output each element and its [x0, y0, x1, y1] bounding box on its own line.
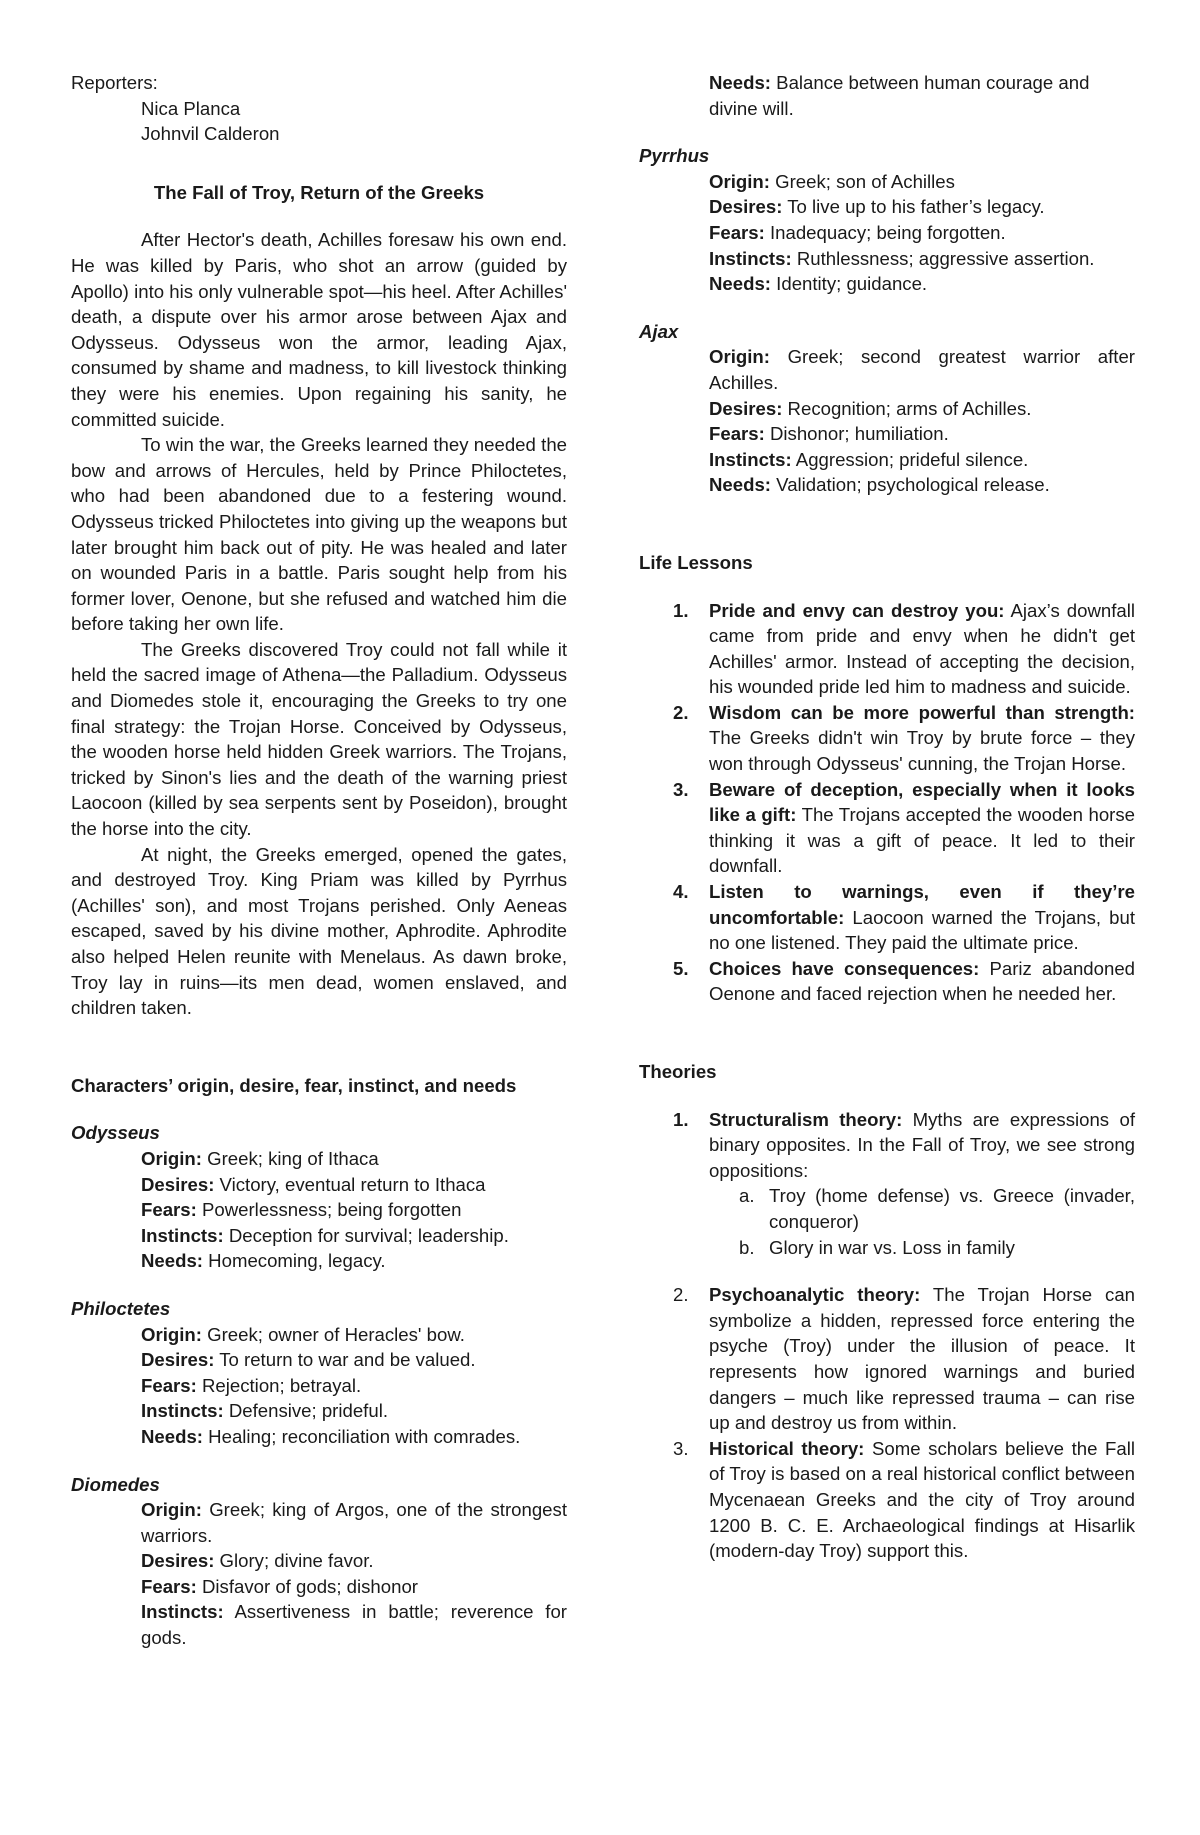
field-text: Greek; king of Ithaca [201, 1147, 379, 1169]
character-name: Diomedes [71, 1473, 160, 1495]
character-block [639, 319, 1135, 498]
theory-text: The Trojan Horse can symbolize a hidden, repressed force entering the psyche (Troy) under the illusion of peace. It represents how ignored warnings and buried dangers – much like repressed trauma – can rise up and destroy us from within. [709, 1284, 1136, 1434]
field-label: Instincts: [141, 1224, 224, 1246]
theories-heading: Theories [639, 1061, 717, 1082]
character-field [141, 1197, 567, 1223]
field-text: Inadequacy; being forgotten. [764, 221, 1006, 243]
field-text: To return to war and be valued. [214, 1349, 476, 1371]
character-field [709, 472, 1135, 498]
story-paragraph: To win the war, the Greeks learned they needed the bow and arrows of Hercules, held by Prince Philoctetes, who had been abandoned due to a festering wound. Odysseus tricked Philoctetes into giving up the weapons but later brought him back out of pity. He was healed and later on wounded Paris in a battle. Paris sought help from his former lover, Oenone, but she refused and watched him die before taking her own life. [71, 434, 567, 635]
character-field [709, 447, 1135, 473]
field-label: Origin: [141, 1147, 202, 1169]
field-label: Fears: [141, 1374, 197, 1396]
theory-title: Historical theory: [709, 1437, 865, 1459]
field-text: Disfavor of gods; dishonor [196, 1575, 418, 1597]
character-field [141, 1373, 567, 1399]
field-label: Fears: [141, 1575, 197, 1597]
character-field [709, 194, 1135, 220]
list-number: 2. [673, 701, 689, 723]
field-label: Desires: [709, 397, 783, 419]
lesson-title: Listen to warnings, even if they’re uncomfortable: [709, 881, 1135, 928]
theory-title: Structuralism theory: [709, 1108, 903, 1130]
lesson-title: Choices have consequences: [709, 957, 980, 979]
character-field [709, 421, 1135, 447]
field-text: Ruthlessness; aggressive assertion. [791, 247, 1095, 269]
field-text: Homecoming, legacy. [203, 1250, 386, 1272]
character-field [709, 396, 1135, 422]
field-text: Balance between human courage and divine will. [709, 72, 1090, 119]
field-text: Greek; owner of Heracles' bow. [201, 1323, 465, 1345]
character-field [141, 1347, 567, 1373]
reporters-label: Reporters: [71, 72, 158, 93]
field-text: Recognition; arms of Achilles. [782, 397, 1032, 419]
field-label: Desires: [141, 1349, 215, 1371]
field-text: Powerlessness; being forgotten [196, 1199, 462, 1221]
field-label: Origin: [709, 170, 770, 192]
lesson-text: Laocoon warned the Trojans, but no one listened. They paid the ultimate price. [709, 906, 1135, 954]
field-text: Assertiveness in battle; reverence for gods. [141, 1601, 567, 1649]
character-block [71, 1296, 567, 1450]
lesson-title: Pride and envy can destroy you: [709, 599, 1005, 621]
character-field [141, 1223, 567, 1249]
list-number: 1. [673, 1108, 689, 1130]
list-item [639, 1282, 1135, 1436]
field-text: Dishonor; humiliation. [764, 423, 949, 445]
list-number: 5. [673, 957, 689, 979]
character-name: Odysseus [71, 1122, 160, 1144]
field-label: Origin: [141, 1323, 202, 1345]
field-label: Instincts: [709, 448, 792, 470]
reporter-name: Nica Planca [141, 97, 241, 119]
field-label: Needs: [141, 1425, 204, 1447]
field-text: Healing; reconciliation with comrades. [203, 1425, 521, 1447]
list-number: 3. [673, 1437, 689, 1459]
left-column [71, 70, 567, 1651]
field-text: Validation; psychological release. [771, 474, 1050, 496]
life-lessons-heading: Life Lessons [639, 551, 753, 573]
field-label: Origin: [141, 1499, 202, 1521]
theory-title: Psychoanalytic theory: [709, 1284, 921, 1306]
character-name: Ajax [639, 320, 679, 342]
character-field [141, 1574, 567, 1600]
field-text: Defensive; prideful. [223, 1400, 388, 1422]
character-field [709, 70, 1135, 121]
lesson-text: The Greeks didn't win Troy by brute force – they won through Odysseus' cunning, the Trojan Horse. [709, 727, 1135, 775]
field-label: Needs: [141, 1250, 204, 1272]
field-label: Fears: [709, 423, 765, 445]
character-field [709, 271, 1135, 297]
sub-letter: b. [739, 1236, 755, 1258]
list-item [639, 598, 1135, 700]
list-item [639, 777, 1135, 879]
character-field [141, 1497, 567, 1548]
story-paragraph: At night, the Greeks emerged, opened the gates, and destroyed Troy. King Priam was killed by Pyrrhus (Achilles' son), and most Trojans perished. Only Aeneas escaped, saved by his divine mother, Aphrodite. Aphrodite also helped Helen reunite with Menelaus. As dawn broke, Troy lay in ruins—its men dead, women enslaved, and children taken. [71, 843, 567, 1019]
field-label: Instincts: [709, 247, 792, 269]
character-field [141, 1424, 567, 1450]
field-text: Greek; son of Achilles [769, 170, 955, 192]
field-label: Desires: [141, 1550, 215, 1572]
list-number: 3. [673, 778, 689, 800]
characters-heading: Characters’ origin, desire, fear, instinct, and needs [71, 1074, 517, 1096]
sub-letter: a. [739, 1185, 755, 1207]
sub-list [639, 1183, 1135, 1260]
lesson-text: Pariz abandoned Oenone and faced rejection when he needed her. [709, 957, 1135, 1005]
lesson-text: The Trojans accepted the wooden horse thinking it was a gift of peace. It led to their downfall. [709, 804, 1135, 877]
character-name: Pyrrhus [639, 145, 710, 167]
character-field [141, 1248, 567, 1274]
character-field [709, 344, 1135, 395]
document-title: The Fall of Troy, Return of the Greeks [153, 181, 485, 203]
character-block [639, 143, 1135, 297]
theory-text: Myths are expressions of binary opposites. In the Fall of Troy, we see strong oppositions: [709, 1108, 1135, 1181]
field-text: Identity; guidance. [771, 273, 928, 295]
list-number: 2. [673, 1284, 689, 1306]
character-name: Philoctetes [71, 1297, 171, 1319]
field-text: Aggression; prideful silence. [791, 448, 1029, 470]
field-text: To live up to his father’s legacy. [782, 196, 1045, 218]
field-label: Origin: [709, 346, 770, 368]
character-field [141, 1548, 567, 1574]
character-field [141, 1599, 567, 1650]
field-text: Greek; second greatest warrior after Achilles. [709, 346, 1135, 393]
theories-list-continued [639, 1282, 1135, 1564]
character-field [141, 1146, 567, 1172]
field-label: Fears: [709, 221, 765, 243]
sub-text: Glory in war vs. Loss in family [769, 1236, 1015, 1258]
field-label: Instincts: [141, 1400, 224, 1422]
field-text: Glory; divine favor. [214, 1550, 374, 1572]
field-label: Instincts: [141, 1601, 224, 1623]
story-paragraph: The Greeks discovered Troy could not fall while it held the sacred image of Athena—the Palladium. Odysseus and Diomedes stole it, encouraging the Greeks to try one final strategy: the Trojan Horse. Conceived by Odysseus, the wooden horse held hidden Greek warriors. The Trojans, tricked by Sinon's lies and the death of the warning priest Laocoon (killed by sea serpents sent by Poseidon), brought the horse into the city. [71, 638, 567, 840]
list-number: 1. [673, 599, 689, 621]
list-item [639, 879, 1135, 956]
reporter-name: Johnvil Calderon [141, 123, 280, 145]
theories-list [639, 1107, 1135, 1261]
lesson-text: Ajax’s downfall came from pride and envy when he didn't get Achilles' armor. Instead of accepting the decision, his wounded pride led him to madness and suicide. [709, 599, 1135, 698]
theory-text: Some scholars believe the Fall of Troy is based on a real historical conflict between Mycenaean Greeks and the city of Troy around 1200 B. C. E. Archaeological findings at Hisarlik (modern-day Troy) support this. [709, 1437, 1135, 1562]
field-label: Desires: [709, 196, 783, 218]
character-field [141, 1172, 567, 1198]
character-block [71, 1120, 567, 1274]
list-item [639, 1436, 1135, 1564]
field-label: Needs: [709, 72, 772, 93]
character-field [709, 169, 1135, 195]
field-text: Rejection; betrayal. [196, 1374, 362, 1396]
character-field [141, 1322, 567, 1348]
character-block [71, 1472, 567, 1651]
character-field [639, 246, 1135, 272]
field-label: Needs: [709, 273, 772, 295]
lesson-title: Wisdom can be more powerful than strength: [709, 701, 1135, 723]
sub-list-item [639, 1183, 1135, 1234]
list-item [639, 1107, 1135, 1261]
sub-text: Troy (home defense) vs. Greece (invader, conqueror) [769, 1185, 1135, 1232]
story-paragraph: After Hector's death, Achilles foresaw his own end. He was killed by Paris, who shot an arrow (guided by Apollo) into his only vulnerable spot—his heel. After Achilles' death, a dispute over his armor arose between Ajax and Odysseus. Odysseus won the armor, leading Ajax, consumed by shame and madness, to kill livestock thinking they were his enemies. Upon regaining his sanity, he committed suicide. [71, 229, 567, 430]
sub-list-item [639, 1235, 1135, 1261]
field-text: Victory, eventual return to Ithaca [214, 1173, 486, 1195]
field-text: Greek; king of Argos, one of the strongest warriors. [141, 1499, 567, 1546]
character-field [141, 1398, 567, 1424]
list-item [639, 956, 1135, 1007]
list-item [639, 700, 1135, 777]
right-column [639, 70, 1135, 1564]
field-label: Desires: [141, 1173, 215, 1195]
list-number: 4. [673, 881, 689, 903]
lesson-title: Beware of deception, especially when it looks like a gift: [709, 778, 1135, 826]
field-label: Fears: [141, 1199, 197, 1221]
field-label: Needs: [709, 474, 772, 496]
character-field [709, 220, 1135, 246]
life-lessons-list [639, 598, 1135, 1008]
field-text: Deception for survival; leadership. [223, 1224, 509, 1246]
